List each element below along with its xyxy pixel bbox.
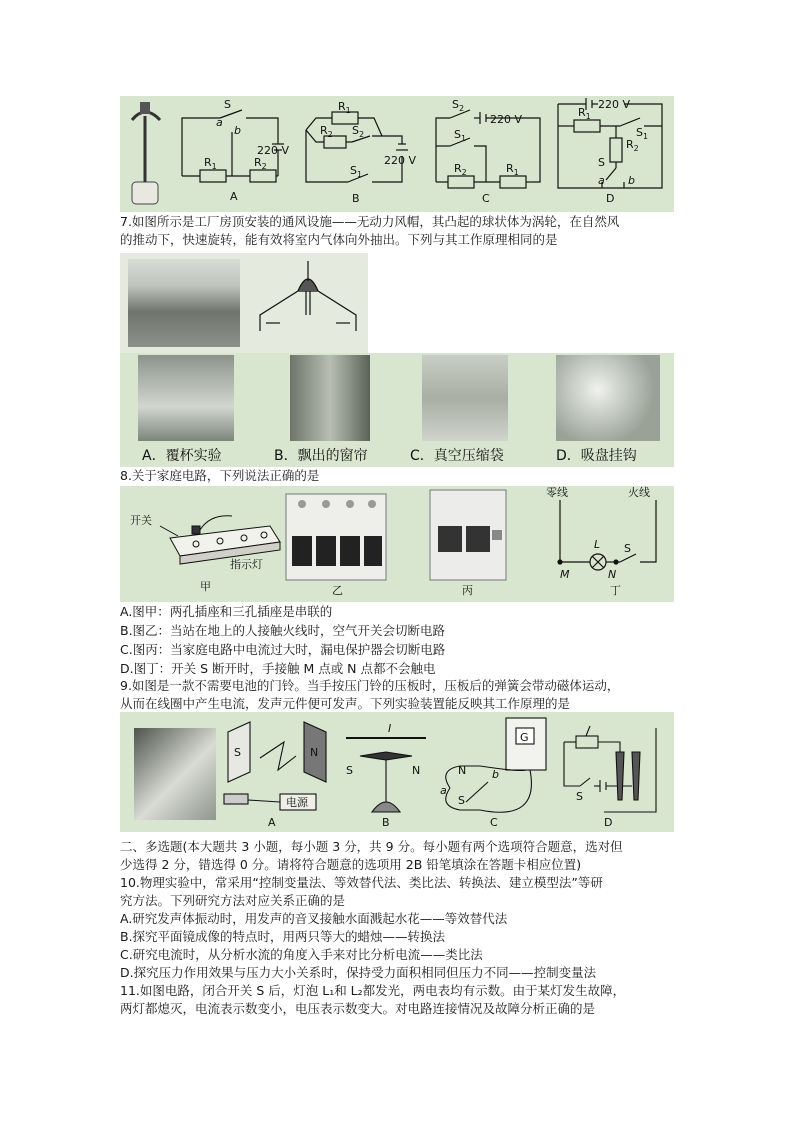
- q10-option-c[interactable]: C.研究电流时，从分析水流的角度入手来对比分析电流——类比法: [120, 947, 483, 962]
- air-switch-drawing: [286, 494, 386, 580]
- q8-option-a[interactable]: A.图甲：两孔插座和三孔插座是串联的: [120, 604, 333, 619]
- circuit-d-r2-subscript: 2: [633, 144, 639, 153]
- option-c-label[interactable]: C: [490, 816, 498, 829]
- circuit-a-voltage: 220 V: [257, 144, 290, 157]
- circuit-b-r2: $R_2$: [320, 124, 333, 139]
- q7-option-b[interactable]: B．飘出的窗帘: [274, 448, 368, 464]
- switch-label: 开关: [130, 514, 152, 527]
- circuit-a-switch-label: S: [224, 98, 231, 111]
- circuit-c-s2: $S_2$: [452, 98, 465, 113]
- q10-option-b[interactable]: B.探究平面镜成像的特点时，用两只等大的蜡烛——转换法: [120, 929, 446, 944]
- q8-option-b[interactable]: B.图乙：当站在地上的人接触火线时，空气开关会切断电路: [120, 623, 446, 638]
- option-b-current-label: I: [388, 722, 392, 735]
- circuit-c-r2-subscript: 2: [461, 168, 467, 177]
- circuit-c-s1-subscript: 1: [460, 134, 467, 143]
- q6-circuits-svg: [120, 96, 674, 212]
- q10-option-d[interactable]: D.探究压力作用效果与压力大小关系时，保持受力面积相同但压力不同——控制变量法: [120, 965, 597, 980]
- option-a-power-label: 电源: [286, 796, 308, 809]
- option-c-point-a: a: [440, 784, 447, 797]
- q7-option-c[interactable]: C．真空压缩袋: [410, 448, 504, 464]
- circuit-d-point-a: a: [598, 174, 605, 187]
- option-d-electromagnet-setup: [560, 720, 664, 820]
- lamp-label: L: [594, 538, 601, 551]
- circuit-d-voltage: 220 V: [598, 98, 631, 111]
- circuit-d-s1: $S_1$: [636, 126, 649, 141]
- switch-s-label: S: [624, 542, 631, 555]
- caption-bing: 丙: [462, 584, 473, 597]
- circuit-d-r2: $R_2$: [626, 138, 639, 153]
- option-c-galvanometer-label: G: [520, 731, 529, 744]
- circuit-d-option: D: [606, 192, 615, 205]
- q7-options-figure: [120, 353, 674, 467]
- q7-roof-ventilator-figure: [120, 253, 368, 353]
- option-a-magnet-setup: [224, 722, 326, 810]
- circuit-d-r1-subscript: 1: [585, 112, 591, 121]
- q7-option-a[interactable]: A．覆杯实验: [142, 448, 222, 464]
- option-c-photo[interactable]: [422, 355, 508, 441]
- ventilator-diagram: [120, 253, 368, 353]
- q9-stem-line-1: 9.如图是一款不需要电池的门铃。当手按压门铃的压板时，压板后的弹簧会带动磁体运动，: [120, 678, 620, 693]
- circuit-a-r2: $R_2$: [254, 156, 267, 171]
- section-2-header-line-1: 二、多选题(本大题共 3 小题，每小题 3 分，共 9 分。每小题有两个选项符合题意，选对但: [120, 839, 623, 854]
- neutral-line-label: 零线: [546, 486, 568, 499]
- circuit-a-r2-subscript: 2: [261, 162, 267, 171]
- leakage-protector-drawing: [430, 490, 506, 580]
- live-line-label: 火线: [628, 486, 650, 499]
- circuit-c: [436, 110, 540, 188]
- option-a-label[interactable]: A: [268, 816, 276, 829]
- q8-figure-svg: [120, 486, 674, 602]
- circuit-c-r2: $R_2$: [454, 162, 467, 177]
- circuit-ding: [558, 500, 656, 570]
- option-c-point-b: b: [492, 768, 499, 781]
- caption-yi: 乙: [332, 584, 343, 597]
- option-a-photo[interactable]: [138, 355, 234, 441]
- circuit-c-s1: $S_1$: [454, 128, 467, 143]
- circuit-b-s2-subscript: 2: [358, 130, 365, 139]
- q10-option-a[interactable]: A.研究发声体振动时，用发声的音叉接触水面溅起水花——等效替代法: [120, 911, 508, 926]
- indicator-label: 指示灯: [230, 558, 263, 571]
- circuit-c-voltage: 220 V: [490, 113, 523, 126]
- q9-doorbell-figure: [120, 712, 674, 832]
- q8-option-c[interactable]: C.图丙：当家庭电路中电流过大时，漏电保护器会切断电路: [120, 642, 446, 657]
- circuit-d: [558, 98, 662, 188]
- circuit-c-r1-subscript: 1: [513, 168, 519, 177]
- section-2-header-line-2: 少选得 2 分，错选得 0 分。请将符合题意的选项用 2B 铅笔填涂在答题卡相应位置): [120, 857, 582, 872]
- circuit-a-option: A: [230, 190, 238, 203]
- circuit-d-s1-subscript: 1: [642, 132, 649, 141]
- option-b-s-pole: S: [346, 764, 353, 777]
- circuit-b-s1: $S_1$: [350, 164, 363, 179]
- circuit-b-option: B: [352, 192, 360, 205]
- circuit-a-r1-subscript: 1: [211, 162, 217, 171]
- circuit-c-s2-subscript: 2: [458, 104, 465, 113]
- circuit-b-s2: $S_2$: [352, 124, 365, 139]
- circuit-a-point-b: b: [234, 124, 241, 137]
- circuit-a-r1: $R_1$: [204, 156, 217, 171]
- option-d-label[interactable]: D: [604, 816, 613, 829]
- circuit-b-s1-subscript: 1: [356, 170, 363, 179]
- circuit-b-r1: $R_1$: [338, 100, 351, 115]
- option-a-n-pole: N: [310, 746, 319, 759]
- q7-stem-line-1: 7.如图所示是工厂房顶安装的通风设施——无动力风帽，其凸起的球状体为涡轮，在自然风: [120, 214, 620, 229]
- q11-stem-line-1: 11.如图电路，闭合开关 S 后，灯泡 L₁和 L₂都发光，两电表均有示数。由于某灯发生故障，: [120, 983, 626, 998]
- power-strip-drawing: [170, 516, 280, 564]
- q6-circuit-figure: [120, 96, 674, 212]
- circuit-d-r1: $R_1$: [578, 106, 591, 121]
- circuit-b-voltage: 220 V: [384, 154, 417, 167]
- circuit-b-r1-subscript: 1: [345, 106, 351, 115]
- q8-stem: 8.关于家庭电路，下列说法正确的是: [120, 468, 320, 483]
- option-b-label[interactable]: B: [382, 816, 390, 829]
- circuit-c-option: C: [482, 192, 490, 205]
- q7-option-d[interactable]: D．吸盘挂钩: [556, 448, 637, 464]
- point-n-label: N: [608, 568, 617, 581]
- circuit-a-point-a: a: [216, 116, 223, 129]
- option-b-photo[interactable]: [290, 355, 370, 441]
- option-c-s-pole: S: [458, 794, 465, 807]
- circuit-d-s: S: [598, 156, 605, 169]
- garment-steamer-image: [132, 102, 160, 204]
- point-m-label: M: [560, 568, 570, 581]
- option-d-switch-label: S: [576, 790, 583, 803]
- circuit-d-point-b: b: [628, 174, 635, 187]
- option-a-s-pole: S: [234, 746, 241, 759]
- q7-stem-line-2: 的推动下，快速旋转，能有效将室内气体向外抽出。下列与其工作原理相同的是: [120, 232, 558, 247]
- option-c-n-pole: N: [458, 764, 467, 777]
- q9-options-svg: [120, 712, 674, 832]
- q8-option-d[interactable]: D.图丁：开关 S 断开时，手接触 M 点或 N 点都不会触电: [120, 661, 436, 676]
- q9-stem-line-2: 从而在线圈中产生电流，发声元件便可发声。下列实验装置能反映其工作原理的是: [120, 696, 571, 711]
- q10-stem-line-2: 究方法。下列研究方法对应关系正确的是: [120, 893, 346, 908]
- q11-stem-line-2: 两灯都熄灭，电流表示数变小，电压表示数变大。对电路连接情况及故障分析正确的是: [120, 1001, 596, 1016]
- caption-ding: 丁: [610, 584, 621, 597]
- circuit-c-r1: $R_1$: [506, 162, 519, 177]
- caption-jia: 甲: [200, 580, 211, 593]
- option-d-photo[interactable]: [556, 355, 660, 441]
- option-b-n-pole: N: [412, 764, 421, 777]
- q8-household-circuit-figure: [120, 486, 674, 602]
- circuit-b-r2-subscript: 2: [327, 130, 333, 139]
- q10-stem-line-1: 10.物理实验中，常采用“控制变量法、等效替代法、类比法、转换法、建立模型法”等研: [120, 875, 603, 890]
